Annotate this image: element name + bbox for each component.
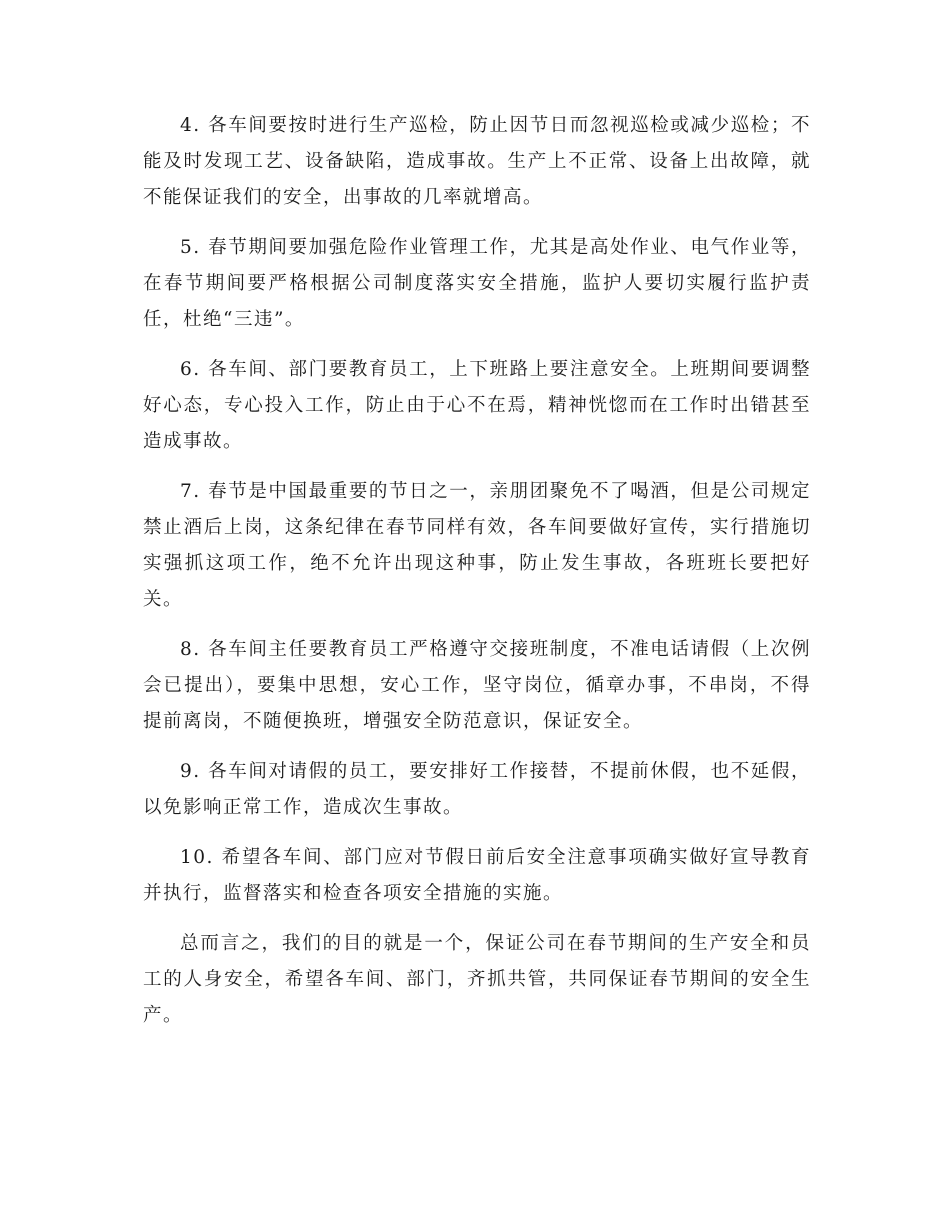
paragraph-item-7: 7. 春节是中国最重要的节日之一，亲朋团聚免不了喝酒，但是公司规定禁止酒后上岗，这条纪律在春节同样有效，各车间要做好宣传，实行措施切实强抓这项工作，绝不允许出现这种事，防止发生事故，各班班长要把好关。 [143,481,811,610]
paragraph-item-8: 8. 各车间主任要教育员工严格遵守交接班制度，不准电话请假（上次例会已提出），要集中思想，安心工作，坚守岗位，循章办事，不串岗，不得提前离岗，不随便换班，增强安全防范意识，保证安全。 [143,639,811,732]
paragraph-item-5: 5. 春节期间要加强危险作业管理工作，尤其是高处作业、电气作业等，在春节期间要严格根据公司制度落实安全措施，监护人要切实履行监护责任，杜绝“三违”。 [143,237,811,330]
paragraph-item-10: 10. 希望各车间、部门应对节假日前后安全注意事项确实做好宣导教育并执行，监督落实和检查各项安全措施的实施。 [143,847,811,904]
paragraph-item-6: 6. 各车间、部门要教育员工，上下班路上要注意安全。上班期间要调整好心态，专心投入工作，防止由于心不在焉，精神恍惚而在工作时出错甚至造成事故。 [143,359,811,452]
paragraph-item-9: 9. 各车间对请假的员工，要安排好工作接替，不提前休假，也不延假，以免影响正常工作，造成次生事故。 [143,761,811,818]
document-body [143,108,811,1048]
paragraph-conclusion: 总而言之，我们的目的就是一个，保证公司在春节期间的生产安全和员工的人身安全，希望各车间、部门，齐抓共管，共同保证春节期间的安全生产。 [143,933,811,1026]
paragraph-item-4: 4. 各车间要按时进行生产巡检，防止因节日而忽视巡检或减少巡检；不能及时发现工艺、设备缺陷，造成事故。生产上不正常、设备上出故障，就不能保证我们的安全，出事故的几率就增高。 [143,115,811,208]
